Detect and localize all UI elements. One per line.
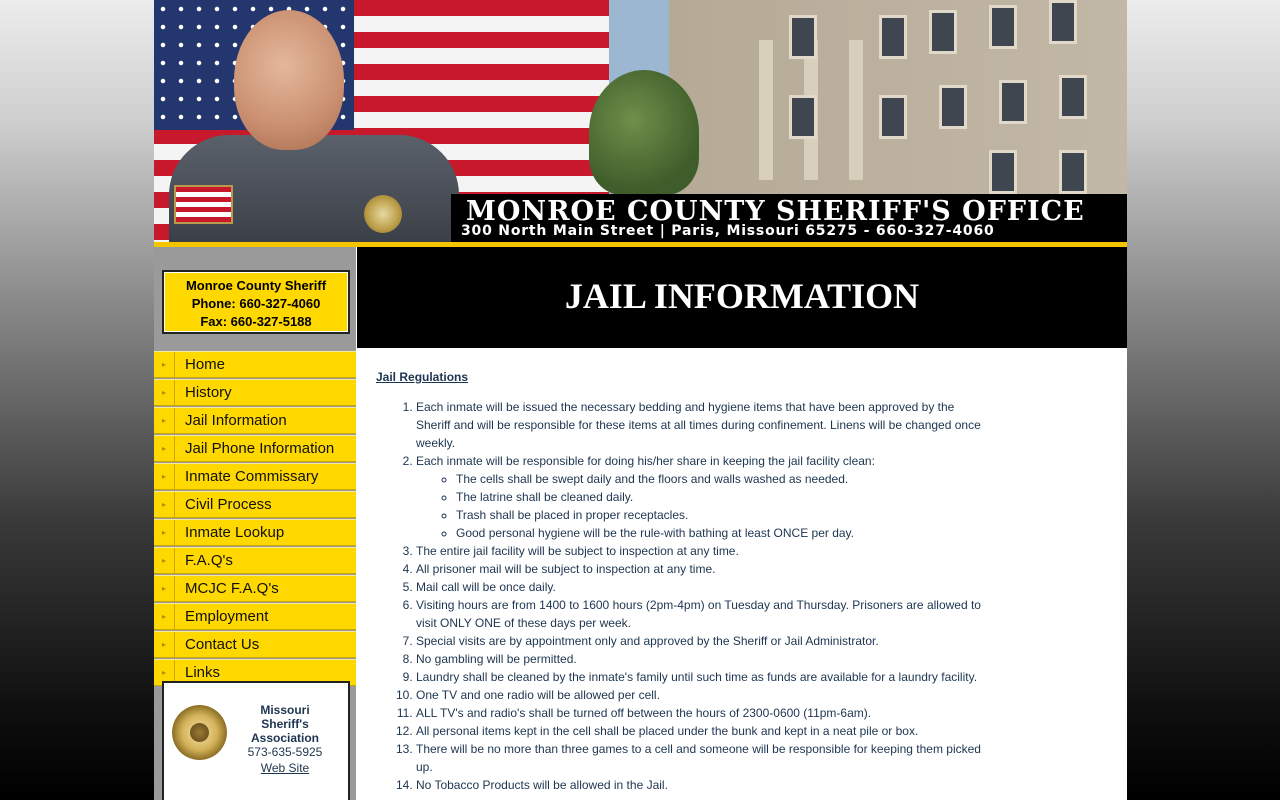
bullet-icon: ▸ — [154, 604, 175, 629]
regulation-item: 10. One TV and one radio will be allowed per cell. — [416, 686, 981, 704]
nav-item-civil-process[interactable] — [154, 491, 356, 518]
sheriffs-association-box — [162, 681, 350, 800]
site-title-bar — [451, 194, 1127, 242]
nav-item-faqs[interactable] — [154, 547, 356, 574]
bullet-icon: ▸ — [154, 548, 175, 573]
nav-item-inmate-lookup[interactable] — [154, 519, 356, 546]
page-heading-banner — [357, 247, 1127, 348]
building-column — [759, 40, 773, 180]
nav-label: Contact Us — [185, 636, 260, 653]
page-container — [154, 0, 1127, 800]
cleaning-sublist — [416, 470, 981, 542]
building-window — [999, 80, 1027, 124]
nav-label: History — [185, 384, 232, 401]
regulation-item: 9. Laundry shall be cleaned by the inmate's family until such time as funds are available for a laundry facility. — [416, 668, 981, 686]
regulation-item: 8. No gambling will be permitted. — [416, 650, 981, 668]
jail-regulations-link[interactable]: Jail Regulations — [376, 370, 469, 384]
regulation-item: 14. No Tobacco Products will be allowed in the Jail. — [416, 776, 981, 794]
nav-label: F.A.Q's — [185, 552, 233, 569]
building-window — [789, 15, 817, 59]
association-seal-icon — [172, 705, 227, 760]
bullet-icon: ▸ — [154, 380, 175, 405]
nav-item-jail-information[interactable] — [154, 407, 356, 434]
main-content — [376, 368, 981, 794]
contact-name: Monroe County Sheriff — [185, 278, 327, 293]
regulation-item: 11. ALL TV's and radio's shall be turned off between the hours of 2300-0600 (11pm-6am). — [416, 704, 981, 722]
sheriff-head — [234, 10, 344, 150]
bullet-icon: ▸ — [154, 576, 175, 601]
regulation-item: 5. Mail call will be once daily. — [416, 578, 981, 596]
building-window — [929, 10, 957, 54]
bullet-icon: ▸ — [154, 436, 175, 461]
badge-icon — [364, 195, 402, 233]
sheriff-photo — [164, 0, 464, 242]
bullet-icon: ▸ — [154, 352, 175, 377]
building-column — [849, 40, 863, 180]
bullet-icon: ▸ — [154, 464, 175, 489]
nav-label: Jail Phone Information — [185, 440, 335, 457]
regulation-item: 6. Visiting hours are from 1400 to 1600 hours (2pm-4pm) on Tuesday and Thursday. Prisoners are allowed to visit ONLY ONE of these days per week. — [416, 596, 981, 632]
contact-phone: Phone: 660-327-4060 — [191, 296, 321, 311]
bullet-icon: ▸ — [154, 408, 175, 433]
building-window — [1059, 150, 1087, 194]
nav-item-contact-us[interactable] — [154, 631, 356, 658]
nav-label: Links — [185, 664, 221, 681]
nav-label: Inmate Lookup — [185, 524, 285, 541]
contact-fax: Fax: 660-327-5188 — [200, 314, 312, 329]
association-info — [230, 703, 340, 777]
contact-box — [162, 270, 350, 334]
cleaning-item: ◦ The latrine shall be cleaned daily. — [456, 488, 981, 506]
nav-label: Inmate Commissary — [185, 468, 319, 485]
nav-item-jail-phone-information[interactable] — [154, 435, 356, 462]
building-window — [1049, 0, 1077, 44]
building-window — [1059, 75, 1087, 119]
nav-label: Employment — [185, 608, 269, 625]
nav-item-inmate-commissary[interactable] — [154, 463, 356, 490]
association-phone: 573-635-5925 — [247, 745, 323, 759]
building-window — [989, 150, 1017, 194]
nav-item-home[interactable] — [154, 351, 356, 378]
regulation-item: 4. All prisoner mail will be subject to inspection at any time. — [416, 560, 981, 578]
nav-item-history[interactable] — [154, 379, 356, 406]
building-window — [879, 95, 907, 139]
association-website-link[interactable]: Web Site — [260, 761, 310, 775]
building-window — [989, 5, 1017, 49]
regulation-item — [416, 452, 981, 542]
association-name-1: Missouri — [260, 703, 310, 717]
regulation-item: 3. The entire jail facility will be subject to inspection at any time. — [416, 542, 981, 560]
nav-label: Civil Process — [185, 496, 272, 513]
cleaning-item: ◦ Trash shall be placed in proper receptacles. — [456, 506, 981, 524]
bullet-icon: ▸ — [154, 492, 175, 517]
association-name-2: Sheriff's — [261, 717, 309, 731]
regulation-item: 7. Special visits are by appointment only and approved by the Sheriff or Jail Administrator. — [416, 632, 981, 650]
bullet-icon: ▸ — [154, 660, 175, 685]
nav-item-mcjc-faqs[interactable] — [154, 575, 356, 602]
regulation-text: Each inmate will be responsible for doing his/her share in keeping the jail facility clean: — [416, 454, 875, 468]
flag-patch-icon — [174, 185, 233, 224]
nav-label: Jail Information — [185, 412, 287, 429]
bullet-icon: ▸ — [154, 632, 175, 657]
header-banner — [154, 0, 1127, 242]
regulation-item: 12. All personal items kept in the cell shall be placed under the bunk and kept in a neat pile or box. — [416, 722, 981, 740]
sidebar — [154, 247, 356, 800]
nav-label: MCJC F.A.Q's — [185, 580, 279, 597]
regulation-item: 1. Each inmate will be issued the necessary bedding and hygiene items that have been approved by the Sheriff and will be responsible for these items at all times during confinement. Linens will be changed once weekly. — [416, 398, 981, 452]
building-window — [939, 85, 967, 129]
site-title: MONROE COUNTY SHERIFF'S OFFICE — [466, 196, 1085, 227]
tree-image — [589, 70, 699, 195]
building-window — [789, 95, 817, 139]
association-name-3: Association — [250, 731, 319, 745]
sidebar-nav — [154, 351, 356, 687]
building-window — [879, 15, 907, 59]
cleaning-item: ◦ Good personal hygiene will be the rule-with bathing at least ONCE per day. — [456, 524, 981, 542]
nav-label: Home — [185, 356, 226, 373]
cleaning-item: ◦ The cells shall be swept daily and the floors and walls washed as needed. — [456, 470, 981, 488]
regulations-list — [376, 398, 981, 794]
nav-item-employment[interactable] — [154, 603, 356, 630]
regulation-item: 13. There will be no more than three games to a cell and someone will be responsible for keeping them picked up. — [416, 740, 981, 776]
bullet-icon: ▸ — [154, 520, 175, 545]
site-address: 300 North Main Street | Paris, Missouri 65275 - 660-327-4060 — [461, 223, 995, 239]
page-title: JAIL INFORMATION — [564, 276, 920, 316]
